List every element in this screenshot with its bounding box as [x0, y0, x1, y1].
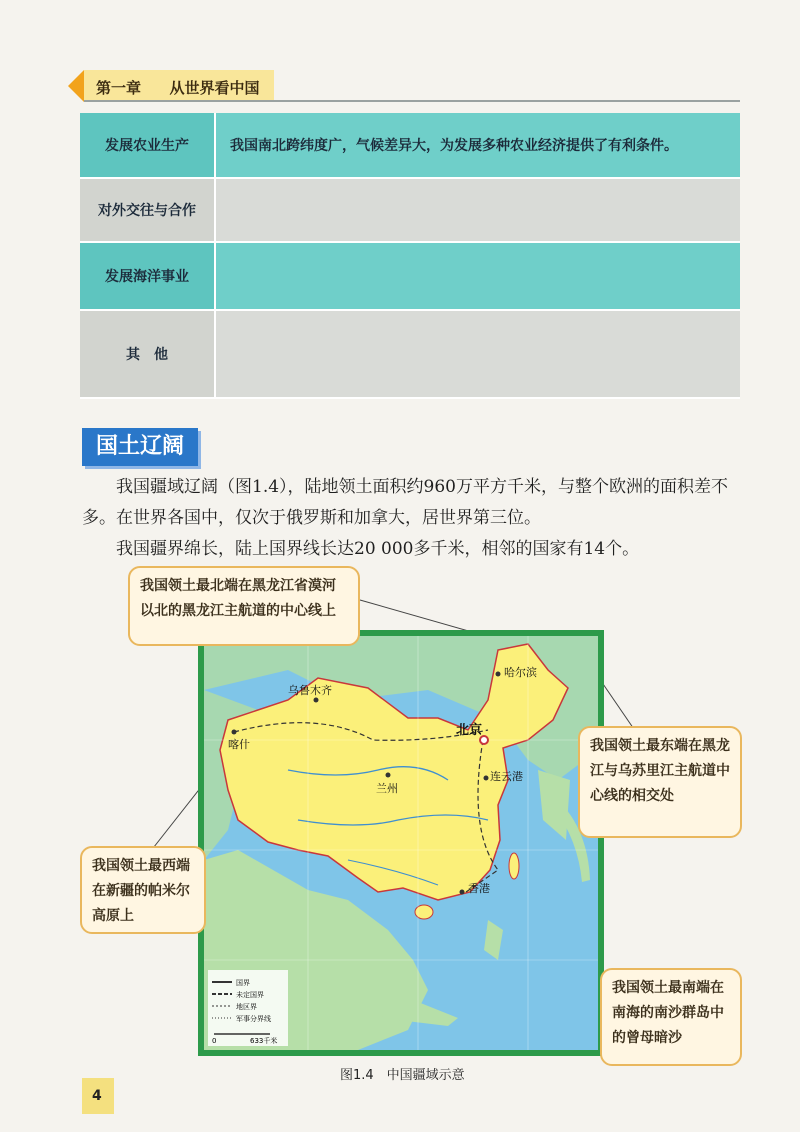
- scale-end: 633千米: [250, 1037, 278, 1045]
- city-marker: [460, 890, 465, 895]
- city-marker: [232, 730, 237, 735]
- callout-west: 我国领土最西端在新疆的帕米尔高原上: [80, 846, 206, 934]
- taiwan-island: [509, 853, 519, 879]
- map-label-lanzhou: 兰州: [376, 782, 398, 795]
- paragraph: 我国疆界绵长，陆上国界线长达20 000多千米，相邻的国家有14个。: [116, 539, 640, 559]
- map-label-lianyungang: 连云港: [490, 770, 523, 783]
- city-marker: [314, 698, 319, 703]
- row-heading: 其 他: [80, 311, 216, 397]
- china-territory-map: [198, 630, 604, 1056]
- legend-label: 军事分界线: [236, 1015, 271, 1023]
- map-label-beijing: 北京: [456, 723, 483, 738]
- map-legend: [208, 970, 288, 1046]
- legend-label: 未定国界: [236, 991, 264, 999]
- map-label-hongkong: 香港: [468, 882, 490, 895]
- map-label-urumqi: 乌鲁木齐: [288, 684, 332, 697]
- paragraph: 我国疆域辽阔（图1.4），陆地领土面积约960万平方千米，与整个欧洲的面积差不多。在世界各国中，仅次于俄罗斯和加拿大，居世界第三位。: [82, 477, 728, 528]
- map-label-kashgar: 喀什: [228, 738, 250, 751]
- row-heading: 发展海洋事业: [80, 243, 216, 309]
- row-heading: 对外交往与合作: [80, 179, 216, 241]
- row-heading: 发展农业生产: [80, 113, 216, 177]
- figure-caption: 图1.4 中国疆域示意: [340, 1068, 465, 1083]
- callout-north: 我国领土最北端在黑龙江省漠河以北的黑龙江主航道的中心线上: [128, 566, 360, 646]
- row-content: 我国南北跨纬度广，气候差异大，为发展多种农业经济提供了有利条件。: [230, 138, 678, 154]
- city-marker: [484, 776, 489, 781]
- legend-label: 国界: [236, 979, 250, 987]
- scale-start: 0: [212, 1037, 217, 1045]
- chapter-number: 第一章: [96, 79, 142, 97]
- city-marker: [386, 773, 391, 778]
- callout-south: 我国领土最南端在南海的南沙群岛中的曾母暗沙: [600, 968, 742, 1066]
- page-number: 4: [92, 1088, 102, 1104]
- legend-label: 地区界: [236, 1003, 257, 1011]
- section-heading: 国土辽阔: [82, 428, 198, 466]
- callout-east: 我国领土最东端在黑龙江与乌苏里江主航道中心线的相交处: [578, 726, 742, 838]
- chapter-title: 从世界看中国: [169, 79, 260, 97]
- map-label-harbin: 哈尔滨: [504, 666, 537, 679]
- city-marker: [496, 672, 501, 677]
